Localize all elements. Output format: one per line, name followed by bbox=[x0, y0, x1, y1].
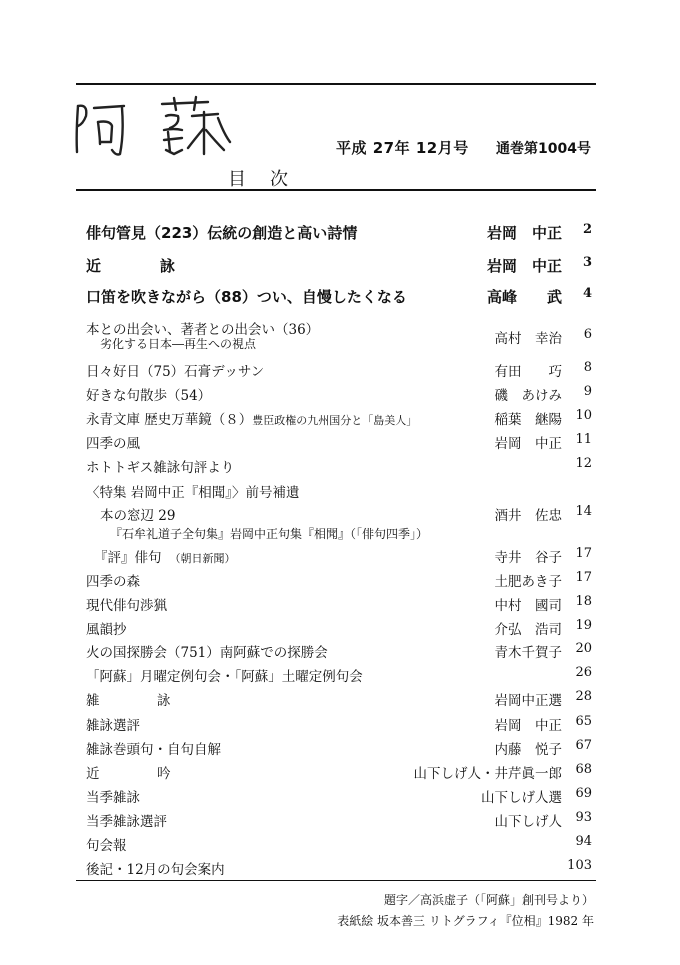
entry-title: 当季雑詠 bbox=[86, 790, 140, 806]
entry-title: 俳句管見（223）伝統の創造と高い詩情 bbox=[86, 224, 358, 242]
entry-title: 雑 詠 bbox=[86, 693, 193, 709]
entry-author: 寺井 谷子 bbox=[494, 550, 562, 566]
entry-author: 岩岡 中正 bbox=[486, 257, 562, 275]
entry-page: 18 bbox=[575, 594, 592, 609]
entry-author: 岩岡 中正 bbox=[494, 436, 562, 452]
entry-title: 本との出会い、著者との出会い（36） bbox=[86, 322, 320, 338]
footer-rule bbox=[76, 880, 596, 881]
entry-title bbox=[86, 408, 417, 428]
credit-line: 表紙絵 坂本善三 リトグラフィ『位相』1982 年 bbox=[337, 914, 594, 928]
entry-page: 68 bbox=[575, 762, 592, 777]
entry-author: 高峰 武 bbox=[486, 288, 562, 306]
entry-page: 65 bbox=[575, 714, 592, 729]
entry-page: 14 bbox=[575, 504, 592, 519]
entry-title: 現代俳句渉猟 bbox=[86, 598, 167, 614]
calligraphy-logo bbox=[74, 94, 244, 164]
entry-page: 17 bbox=[575, 570, 592, 585]
header-rule bbox=[76, 189, 596, 191]
entry-title-main: 永青文庫 歴史万華鏡（８） bbox=[86, 412, 253, 428]
entry-author: 土肥あき子 bbox=[494, 574, 562, 590]
entry-title: 当季雑詠選評 bbox=[86, 814, 167, 830]
entry-title-note: 豊臣政権の九州国分と「島美人」 bbox=[252, 414, 418, 427]
toc-heading: 目次 bbox=[228, 169, 312, 190]
entry-title: 火の国探勝会（751）南阿蘇での探勝会 bbox=[86, 645, 328, 661]
entry-page: 12 bbox=[575, 456, 592, 471]
entry-page: 11 bbox=[575, 432, 592, 447]
entry-author: 有田 巧 bbox=[494, 364, 562, 380]
entry-title: 日々好日（75）石膏デッサン bbox=[86, 364, 265, 380]
entry-title-note: （朝日新聞） bbox=[175, 552, 236, 565]
entry-author: 青木千賀子 bbox=[494, 645, 562, 661]
entry-title: 四季の風 bbox=[86, 436, 140, 452]
entry-author: 稲葉 継陽 bbox=[494, 412, 562, 428]
entry-title: 「阿蘇」月曜定例句会・「阿蘇」土曜定例句会 bbox=[86, 669, 363, 685]
entry-author: 介弘 浩司 bbox=[494, 622, 562, 638]
entry-title: 好きな句散歩（54） bbox=[86, 388, 212, 404]
entry-author: 岩岡中正選 bbox=[494, 693, 562, 709]
credit-line: 題字／高浜虚子（「阿蘇」創刊号より） bbox=[383, 893, 594, 907]
entry-page: 19 bbox=[575, 618, 592, 633]
entry-page: 20 bbox=[575, 641, 592, 656]
entry-title: 近 詠 bbox=[86, 257, 198, 275]
entry-page: 69 bbox=[575, 786, 592, 801]
entry-author: 岩岡 中正 bbox=[494, 718, 562, 734]
entry-author: 磯 あけみ bbox=[494, 388, 562, 404]
calligraphy-logo-icon bbox=[74, 94, 244, 164]
entry-title: 雑詠巻頭句・自句自解 bbox=[86, 742, 221, 758]
entry-title: 『石牟礼道子全句集』岩岡中正句集『相聞』（「俳句四季」） bbox=[110, 527, 429, 541]
credits bbox=[337, 890, 594, 932]
entry-title: 本の窓辺 29 bbox=[100, 508, 176, 524]
entry-title bbox=[94, 546, 236, 566]
entry-author: 中村 國司 bbox=[494, 598, 562, 614]
entry-title: 雑詠選評 bbox=[86, 718, 140, 734]
entry-title: 〈特集 岩岡中正『相聞』〉前号補遺 bbox=[86, 485, 300, 501]
entry-author: 山下しげ人・井芹眞一郎 bbox=[413, 766, 562, 782]
entry-page: 8 bbox=[583, 360, 592, 375]
entry-author: 山下しげ人 bbox=[494, 814, 562, 830]
entry-author: 山下しげ人選 bbox=[481, 790, 562, 806]
entry-title: 後記・12月の句会案内 bbox=[86, 862, 225, 878]
entry-subtitle: 劣化する日本―再生への視点 bbox=[100, 337, 257, 351]
entry-page: 67 bbox=[575, 738, 592, 753]
entry-author: 内藤 悦子 bbox=[494, 742, 562, 758]
entry-page: 10 bbox=[575, 408, 592, 423]
entry-page: 103 bbox=[567, 858, 592, 873]
entry-page: 2 bbox=[582, 222, 592, 237]
entry-page: 4 bbox=[582, 286, 592, 301]
entry-title: ホトトギス雑詠句評より bbox=[86, 460, 235, 476]
entry-title: 句会報 bbox=[86, 838, 127, 854]
entry-page: 28 bbox=[575, 689, 592, 704]
entry-page: 26 bbox=[575, 665, 592, 680]
issue-date: 平成 27年 12月号 bbox=[336, 139, 469, 157]
volume-number: 通巻第1004号 bbox=[496, 141, 591, 157]
entry-title-main: 『評』俳句 bbox=[94, 550, 162, 566]
entry-title: 風韻抄 bbox=[86, 622, 127, 638]
entry-author: 高村 幸治 bbox=[494, 331, 562, 347]
entry-page: 3 bbox=[582, 255, 592, 270]
entry-title: 口笛を吹きながら（88）つい、自慢したくなる bbox=[86, 288, 407, 306]
entry-page: 17 bbox=[575, 546, 592, 561]
entry-page: 94 bbox=[575, 834, 592, 849]
entry-page: 6 bbox=[583, 327, 592, 342]
entry-author: 岩岡 中正 bbox=[486, 224, 562, 242]
entry-title: 近 吟 bbox=[86, 766, 193, 782]
entry-author: 酒井 佐忠 bbox=[494, 508, 562, 524]
top-rule bbox=[76, 83, 596, 85]
entry-page: 9 bbox=[583, 384, 592, 399]
entry-page: 93 bbox=[575, 810, 592, 825]
entry-title: 四季の森 bbox=[86, 574, 140, 590]
